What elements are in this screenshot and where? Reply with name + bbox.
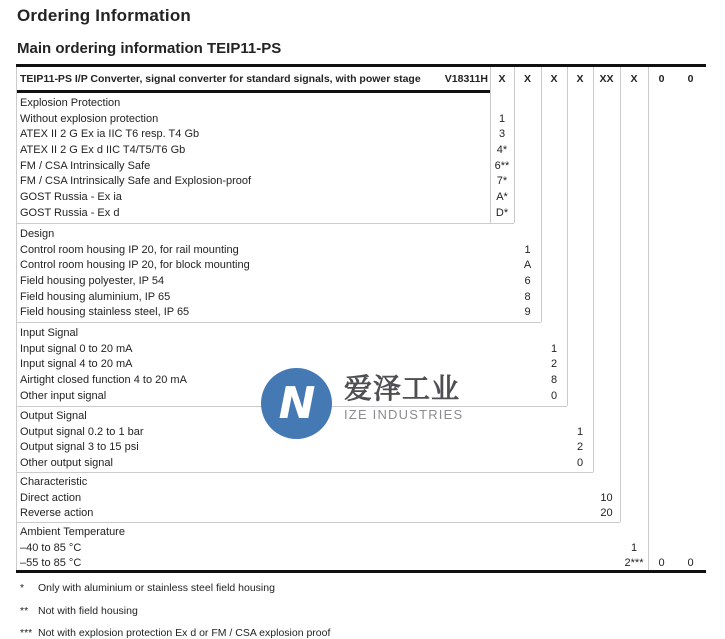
row-label: –40 to 85 °C bbox=[20, 541, 82, 554]
column-line bbox=[16, 67, 17, 570]
column-header-4: X bbox=[576, 73, 584, 85]
table-row bbox=[16, 304, 706, 320]
row-code: A bbox=[523, 259, 532, 272]
row-label: ATEX II 2 G Ex ia IIC T6 resp. T4 Gb bbox=[20, 128, 200, 141]
row-code: 9 bbox=[524, 306, 531, 319]
row-code: 10 bbox=[600, 491, 613, 504]
section-title-row bbox=[16, 226, 706, 242]
row-code: 0 bbox=[658, 557, 665, 570]
section-title: Characteristic bbox=[20, 475, 88, 488]
table-row bbox=[16, 289, 706, 305]
table-row bbox=[16, 555, 706, 571]
row-code: 7* bbox=[496, 175, 508, 188]
section-bottom-line bbox=[16, 322, 541, 323]
table-top-rule bbox=[16, 64, 706, 67]
table-header-description: TEIP11-PS I/P Converter, signal converter for standard signals, with power stage bbox=[20, 73, 421, 85]
column-header-8: 0 bbox=[687, 73, 694, 85]
row-label: –55 to 85 °C bbox=[20, 557, 82, 570]
row-code: 6** bbox=[494, 159, 510, 172]
section-bottom-line bbox=[16, 472, 593, 473]
row-code: 1 bbox=[550, 342, 558, 355]
row-label: Control room housing IP 20, for block mounting bbox=[20, 259, 250, 272]
row-code: 8 bbox=[550, 373, 558, 386]
column-line bbox=[648, 67, 649, 570]
footnote-row bbox=[20, 577, 330, 600]
watermark-logo bbox=[260, 367, 463, 440]
column-line bbox=[620, 67, 621, 522]
row-label: Input signal 4 to 20 mA bbox=[20, 358, 133, 371]
row-code: 0 bbox=[687, 557, 694, 570]
row-label: Control room housing IP 20, for rail mounting bbox=[20, 243, 239, 256]
footnote-marker: *** bbox=[20, 627, 33, 639]
table-section bbox=[16, 474, 706, 521]
row-code: 0 bbox=[576, 456, 584, 469]
column-line bbox=[593, 67, 594, 472]
row-code: 1 bbox=[576, 425, 584, 438]
table-row bbox=[16, 242, 706, 258]
table-row bbox=[16, 540, 706, 556]
row-label: Output signal 0.2 to 1 bar bbox=[20, 425, 144, 438]
row-label: Field housing aluminium, IP 65 bbox=[20, 290, 171, 303]
section-title-row bbox=[16, 524, 706, 540]
table-row bbox=[16, 158, 706, 174]
section-title: Design bbox=[20, 227, 55, 240]
section-title-row bbox=[16, 325, 706, 341]
table-row bbox=[16, 205, 706, 221]
section-title: Explosion Protection bbox=[20, 96, 121, 109]
footnote-row bbox=[20, 622, 330, 639]
column-line bbox=[514, 67, 515, 223]
watermark-text bbox=[344, 367, 463, 440]
table-row bbox=[16, 490, 706, 506]
table-header-description-cell bbox=[16, 73, 490, 85]
table-row bbox=[16, 341, 706, 357]
page-title: Ordering Information bbox=[17, 6, 191, 25]
page-subtitle: Main ordering information TEIP11-PS bbox=[17, 40, 282, 57]
section-bottom-line bbox=[16, 223, 514, 224]
ordering-table bbox=[16, 64, 706, 576]
row-label: Input signal 0 to 20 mA bbox=[20, 342, 133, 355]
row-label: Without explosion protection bbox=[20, 112, 159, 125]
table-row bbox=[16, 439, 706, 455]
section-title-row bbox=[16, 95, 706, 111]
table-row bbox=[16, 189, 706, 205]
row-label: Field housing stainless steel, IP 65 bbox=[20, 306, 190, 319]
section-title-row bbox=[16, 474, 706, 490]
column-header-1: X bbox=[498, 73, 506, 85]
row-label: Airtight closed function 4 to 20 mA bbox=[20, 373, 187, 386]
table-section bbox=[16, 95, 706, 221]
footnote-text: Only with aluminium or stainless steel field housing bbox=[38, 582, 275, 595]
row-label: Field housing polyester, IP 54 bbox=[20, 274, 165, 287]
ize-logo-icon bbox=[260, 367, 333, 440]
row-code: D* bbox=[495, 206, 509, 219]
column-header-7: 0 bbox=[658, 73, 665, 85]
row-label: Other input signal bbox=[20, 389, 107, 402]
section-title: Output Signal bbox=[20, 409, 87, 422]
column-header-6: X bbox=[630, 73, 638, 85]
column-line bbox=[490, 67, 491, 223]
header-underline bbox=[16, 90, 490, 93]
table-row bbox=[16, 455, 706, 471]
footnote-marker: ** bbox=[20, 604, 29, 617]
table-row bbox=[16, 173, 706, 189]
footnote-row bbox=[20, 600, 330, 623]
watermark-chinese-name: 爱泽工业 bbox=[344, 373, 461, 404]
footnote-text: Not with field housing bbox=[38, 604, 138, 617]
row-code: 8 bbox=[524, 290, 531, 303]
footnote-text: Not with explosion protection Ex d or FM / CSA explosion proof bbox=[38, 627, 331, 639]
table-row bbox=[16, 126, 706, 142]
table-section bbox=[16, 226, 706, 320]
row-label: FM / CSA Intrinsically Safe bbox=[20, 159, 151, 172]
row-code: 2 bbox=[576, 441, 584, 454]
footnote-marker: * bbox=[20, 582, 25, 595]
table-row bbox=[16, 111, 706, 127]
row-code: 20 bbox=[600, 507, 613, 520]
row-label: GOST Russia - Ex ia bbox=[20, 190, 122, 203]
section-bottom-line bbox=[16, 522, 620, 523]
table-row bbox=[16, 505, 706, 521]
row-label: Other output signal bbox=[20, 456, 113, 469]
row-code: 4* bbox=[496, 143, 508, 156]
watermark-english-name: IZE INDUSTRIES bbox=[344, 407, 464, 422]
section-title: Ambient Temperature bbox=[20, 525, 125, 538]
svg-text:N: N bbox=[278, 378, 316, 429]
row-label: GOST Russia - Ex d bbox=[20, 206, 120, 219]
row-code: 0 bbox=[550, 389, 558, 402]
row-code: 1 bbox=[524, 243, 531, 256]
row-label: ATEX II 2 G Ex d IIC T4/T5/T6 Gb bbox=[20, 143, 186, 156]
row-label: Direct action bbox=[20, 491, 82, 504]
section-title: Input Signal bbox=[20, 326, 79, 339]
table-bottom-rule bbox=[16, 570, 706, 573]
column-line bbox=[567, 67, 568, 406]
model-code: V18311H bbox=[444, 73, 488, 85]
row-code: 1 bbox=[498, 112, 506, 125]
row-label: FM / CSA Intrinsically Safe and Explosion-proof bbox=[20, 175, 252, 188]
table-row bbox=[16, 273, 706, 289]
row-label: Reverse action bbox=[20, 507, 94, 520]
row-code: 1 bbox=[630, 541, 638, 554]
row-code: 2*** bbox=[624, 557, 644, 570]
column-header-5: XX bbox=[599, 73, 614, 85]
footnotes bbox=[20, 577, 330, 639]
row-code: A* bbox=[496, 190, 508, 203]
table-row bbox=[16, 142, 706, 158]
row-label: Output signal 3 to 15 psi bbox=[20, 441, 139, 454]
row-code: 6 bbox=[524, 274, 531, 287]
table-row bbox=[16, 257, 706, 273]
column-header-2: X bbox=[523, 73, 531, 85]
table-section bbox=[16, 524, 706, 571]
column-header-3: X bbox=[550, 73, 558, 85]
row-code: 3 bbox=[498, 128, 506, 141]
column-line bbox=[541, 67, 542, 322]
table-header-row bbox=[16, 69, 706, 89]
row-code: 2 bbox=[550, 358, 558, 371]
